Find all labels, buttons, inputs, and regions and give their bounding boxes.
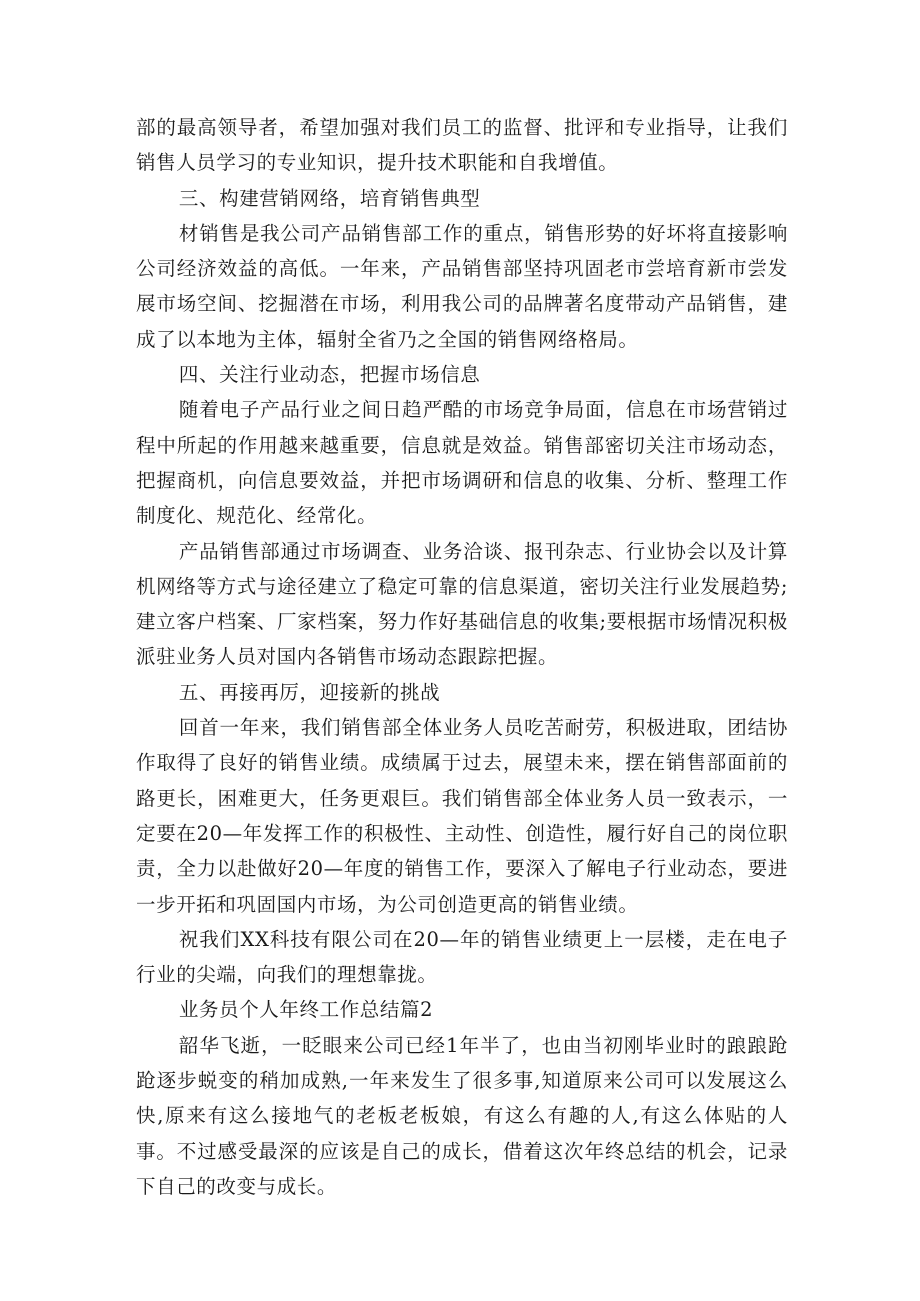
- section-heading-five: 五、再接再厉，迎接新的挑战: [178, 680, 441, 704]
- paragraph-new-challenges: 回首一年来，我们销售部全体业务人员吃苦耐劳，积极进取，团结协作取得了良好的销售业绩。成绩属于过去，展望未来，摆在销售部面前的路更长，困难更大，任务更艰巨。我们销售部全体业务人员一致表示，一定要在20—年发挥工作的积极性、主动性、创造性，履行好自己的岗位职责，全力以赴做好20—年度的销售工作，要深入了解电子行业动态，要进一步开拓和巩固国内市场，为公司创造更高的销售业绩。: [136, 716, 788, 916]
- paragraph-continuation: 部的最高领导者，希望加强对我们员工的监督、批评和专业指导，让我们销售人员学习的专业知识，提升技术职能和自我增值。: [136, 116, 788, 175]
- paragraph-wishes: 祝我们XX科技有限公司在20—年的销售业绩更上一层楼，走在电子行业的尖端，向我们的理想靠拢。: [136, 927, 788, 987]
- paragraph-market-info: 随着电子产品行业之间日趋严酷的市场竞争局面，信息在市场营销过程中所起的作用越来越重要，信息就是效益。销售部密切关注市场动态，把握商机，向信息要效益，并把市场调研和信息的收集、分析、整理工作制度化、规范化、经常化。: [136, 398, 788, 528]
- section-heading-three: 三、构建营销网络，培育销售典型: [178, 186, 481, 210]
- paragraph-info-channels: 产品销售部通过市场调查、业务洽谈、报刊杂志、行业协会以及计算机网络等方式与途径建立了稳定可靠的信息渠道，密切关注行业发展趋势;建立客户档案、厂家档案，努力作好基础信息的收集;要根据市场情况积极派驻业务人员对国内各销售市场动态跟踪把握。: [136, 539, 788, 669]
- document-body: [136, 110, 788, 1204]
- section-heading-four: 四、关注行业动态，把握市场信息: [178, 363, 481, 387]
- paragraph-personal-growth: 韶华飞逝，一眨眼来公司已经1年半了，也由当初刚毕业时的踉踉跄跄逐步蜕变的稍加成熟,一年来发生了很多事,知道原来公司可以发展这么快,原来有这么接地气的老板老板娘，有这么有趣的人,有这么体贴的人事。不过感受最深的应该是自己的成长，借着这次年终总结的机会，记录下自己的改变与成长。: [136, 1033, 788, 1198]
- article-title-part-2: 业务员个人年终工作总结篇2: [178, 998, 434, 1022]
- paragraph-sales-network: 材销售是我公司产品销售部工作的重点，销售形势的好坏将直接影响公司经济效益的高低。一年来，产品销售部坚持巩固老市尝培育新市尝发展市场空间、挖掘潜在市场，利用我公司的品牌著名度带动产品销售，建成了以本地为主体，辐射全省乃之全国的销售网络格局。: [136, 221, 788, 351]
